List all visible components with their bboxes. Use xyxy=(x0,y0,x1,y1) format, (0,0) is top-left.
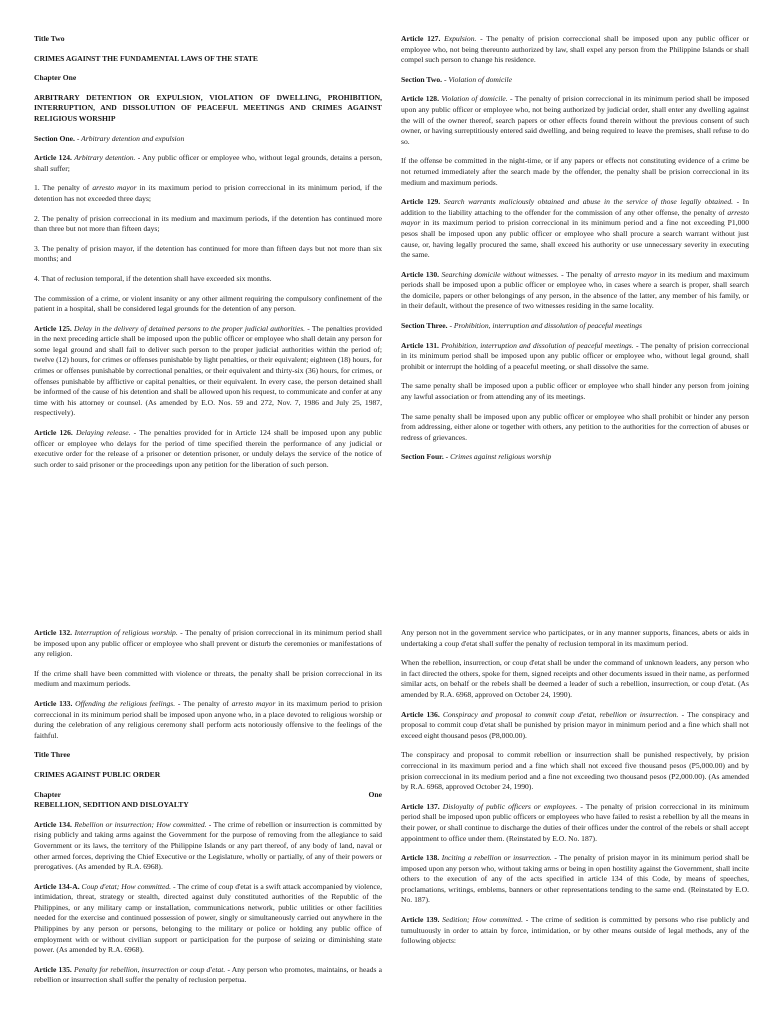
chapter-one-heading: ARBITRARY DETENTION OR EXPULSION, VIOLATION OF DWELLING, PROHIBITION, INTERRUPTION, AND DISSOLUTION OF PEACEFUL MEETINGS AND CRIMES AGAINST RELIGIOUS WORSHIP xyxy=(34,92,382,123)
article-129: Article 129. Search warrants maliciously obtained and abuse in the service of those legally obtained. - In addition to the liability attaching to the offender for the commission of any other offense, the penalty of arresto mayor in its maximum period to prision correccional in its minimum period and a fine not exceeding P1,000 pesos shall be imposed upon any public officer or employee who shall procure a search warrant without just cause, or, having legally procured the same, shall exceed his authority or use unnecessary severity in executing the same. xyxy=(401,197,749,260)
article-124: Article 124. Arbitrary detention. - Any public officer or employee who, without legal grounds, detains a person, shall suffer; xyxy=(34,153,382,173)
article-132: Article 132. Interruption of religious worship. - The penalty of prision correccional in its minimum period shall be imposed upon any public officer or employee who shall prevent or disturb the ceremonies or manifestations of any religion. xyxy=(34,628,382,659)
chapter-one-label: Chapter One xyxy=(34,73,77,83)
article-128: Article 128. Violation of domicile. - The penalty of prision correccional in its minimum period shall be imposed upon any public officer or employee who, not being authorized by judicial order, shall enter any dwelling against the will of the owner thereof, search papers or other effects found therein without the previous consent of such owner, or having surreptitiously entered said dwelling, and being required to leave the premises, shall refuse to do so. xyxy=(401,94,749,146)
section-three-heading: Section Three. - Prohibition, interruption and dissolution of peaceful meetings xyxy=(401,321,642,331)
chapter-heading: REBELLION, SEDITION AND DISLOYALTY xyxy=(34,800,189,810)
chapter-number: One xyxy=(368,789,382,799)
title-three-label: Title Three xyxy=(34,750,71,760)
article-131-paragraph-3: The same penalty shall be imposed upon any public officer or employee who shall prohibit or hinder any person from addressing, either alone or together with others, any petition to the authorities for the correction of abuses or redress of grievances. xyxy=(401,411,749,442)
article-136: Article 136. Conspiracy and proposal to commit coup d'etat, rebellion or insurrection. - The conspiracy and proposal to commit coup d'etat shall be punished by prision mayor in minimum period and a fine which shall not exceed eight thousand pesos (P8,000.00). xyxy=(401,709,749,740)
coup-participant-paragraph: Any person not in the government service who participates, or in any manner supports, finances, abets or aids in undertaking a coup d'etat shall suffer the penalty of reclusion temporal in its maximum period. xyxy=(401,628,749,648)
chapter-label: Chapter xyxy=(34,789,61,799)
article-136-paragraph: The conspiracy and proposal to commit rebellion or insurrection shall be punished respectively, by prision correccional in its maximum period and a fine which shall not exceed five thousand pesos (P5,000.00) and by prision correccional in its medium period and a fine not exceeding two thousand pesos (P2,000.00). (As amended by R.A. 6968, approved October 24, 1990). xyxy=(401,750,749,792)
article-132-paragraph: If the crime shall have been committed with violence or threats, the penalty shall be prision correccional in its medium and maximum periods. xyxy=(34,668,382,689)
article-124-paragraph: The commission of a crime, or violent insanity or any other ailment requiring the compulsory confinement of the patient in a hospital, shall be considered legal grounds for the detention of any person. xyxy=(34,293,382,314)
section-one-heading: Section One. - Arbitrary detention and expulsion xyxy=(34,133,185,143)
article-135: Article 135. Penalty for rebellion, insurrection or coup d'etat. - Any person who promotes, maintains, or heads a rebellion or insurrection shall suffer the penalty of reclusion perpetua. xyxy=(34,964,382,985)
top-left-column xyxy=(34,34,382,509)
article-134: Article 134. Rebellion or insurrection; How committed. - The crime of rebellion or insurrection is committed by rising publicly and taking arms against the Government for the purpose of removing from the allegiance to said Government or its laws, the territory of the Philippine Islands or any part thereof, of any body of land, naval or other armed forces, depriving the Chief Executive or the Legislature, wholly or partially, of any of their powers or prerogatives. (As amended by R.A. 6968). xyxy=(34,819,382,872)
section-four-heading: Section Four. - Crimes against religious worship xyxy=(401,452,552,462)
top-right-column xyxy=(401,34,749,509)
document-page-bottom xyxy=(0,512,768,1024)
article-134-a: Article 134-A. Coup d'etat; How committed. - The crime of coup d'etat is a swift attack accompanied by violence, intimidation, threat, strategy or stealth, directed against duly constituted authorities of the Republic of the Philippines, or any military camp or installation, communications network, public utilities or other facilities needed for the exercise and continued possession of power, singly or simultaneously carried out anywhere in the Philippines by any person or persons, belonging to the military or police or holding any public office of employment with or without civilian support or participation for the purpose of seizing or diminishing state power. (As amended by R.A. 6968). xyxy=(34,881,382,955)
article-124-item-4: 4. That of reclusion temporal, if the detention shall have exceeded six months. xyxy=(34,273,272,283)
article-124-item-3: 3. The penalty of prision mayor, if the detention has continued for more than fifteen days but not more than six months; and xyxy=(34,243,382,264)
article-130: Article 130. Searching domicile without witnesses. - The penalty of arresto mayor in its medium and maximum periods shall be imposed upon a public officer or employee who, in cases where a search is proper, shall search the domicile, papers or other belongings of any person, in the absence of the latter, any member of his family, or in their default, without the presence of two witnesses residing in the same locality. xyxy=(401,269,749,311)
article-138: Article 138. Inciting a rebellion or insurrection. - The penalty of prision mayor in its minimum period shall be imposed upon any person who, without taking arms or being in open hostility against the Government, shall incite others to the execution of any of the acts specified in article 134 of this Code, by means of speeches, proclamations, writings, emblems, banners or other representations tending to the same end. (Reinstated by E.O. No. 187). xyxy=(401,853,749,905)
article-133: Article 133. Offending the religious feelings. - The penalty of arresto mayor in its maximum period to prision correccional in its minimum period shall be imposed upon anyone who, in a place devoted to religious worship or during the celebration of any religious ceremony shall perform acts notoriously offensive to the feelings of the faithful. xyxy=(34,698,382,740)
unknown-leaders-paragraph: When the rebellion, insurrection, or coup d'etat shall be under the command of unknown leaders, any person who in fact directed the others, spoke for them, signed receipts and other documents issued in their name, as performed similar acts, on behalf or the rebels shall be deemed a leader of such a rebellion, insurrection, or coup d'etat. (As amended by R.A. 6968, approved on October 24, 1990). xyxy=(401,658,749,699)
article-139: Article 139. Sedition; How committed. - The crime of sedition is committed by persons who rise publicly and tumultuously in order to attain by force, intimidation, or by other means outside of legal methods, any of the following objects: xyxy=(401,915,749,946)
article-126: Article 126. Delaying release. - The penalties provided for in Article 124 shall be imposed upon any public officer or employee who delays for the period of time specified therein the performance of any judicial or executive order for the release of a prisoner or detention prisoner, or unduly delays the service of the notice of such order to said prisoner or the proceedings upon any petition for the liberation of such person. xyxy=(34,428,382,469)
article-124-item-2: 2. The penalty of prision correccional in its medium and maximum periods, if the detention has continued more than three but not more than fifteen days; xyxy=(34,213,382,234)
article-137: Article 137. Disloyalty of public officers or employees. - The penalty of prision correccional in its minimum period shall be imposed upon public officers or employees who have failed to resist a rebellion by all the means in their power, or shall continue to discharge the duties of their offices under the control of the rebels or shall accept appointment to office under them. (Reinstated by E.O. No. 187). xyxy=(401,801,749,843)
title-two-label: Title Two xyxy=(34,34,65,43)
article-131-paragraph-2: The same penalty shall be imposed upon a public officer or employee who shall hinder any person from joining any lawful association or from attending any of its meetings. xyxy=(401,381,749,402)
section-two-heading: Section Two. - Violation of domicile xyxy=(401,74,512,84)
article-124-item-1: 1. The penalty of arresto mayor in its maximum period to prision correccional in its minimum period, if the detention has not exceeded three days; xyxy=(34,183,382,203)
bottom-left-column xyxy=(34,628,382,1024)
title-two-heading: CRIMES AGAINST THE FUNDAMENTAL LAWS OF THE STATE xyxy=(34,53,258,63)
article-131: Article 131. Prohibition, interruption and dissolution of peaceful meetings. - The penalty of prision correccional in its minimum period shall be imposed upon any public officer or employee who, without legal ground, shall prohibit or interrupt the holding of a peaceful meeting, or shall dissolve the same. xyxy=(401,340,749,371)
bottom-right-column xyxy=(401,628,749,1024)
article-127: Article 127. Expulsion. - The penalty of prision correccional shall be imposed upon any public officer or employee who, not being thereunto authorized by law, shall expel any person from the Philippine Islands or shall compel such person to change his residence. xyxy=(401,34,749,65)
article-125: Article 125. Delay in the delivery of detained persons to the proper judicial authorities. - The penalties provided in the next preceding article shall be imposed upon the public officer or employee who shall detain any person for some legal ground and shall fail to deliver such person to the proper judicial authorities within the period of; twelve (12) hours, for crimes or offenses punishable by light penalties, or their equivalent; eighteen (18) hours, for crimes or offenses punishable by correctional penalties, or their equivalent and thirty-six (36) hours, for crimes, or offenses punishable by afflictive or capital penalties, or their equivalent. In every case, the person detained shall be informed of the cause of his detention and shall be allowed upon his request, to communicate and confer at any time with his attorney or counsel. (As amended by E.O. Nos. 59 and 272, Nov. 7, 1986 and July 25, 1987, respectively). xyxy=(34,323,382,418)
title-three-heading: CRIMES AGAINST PUBLIC ORDER xyxy=(34,769,161,779)
article-128-paragraph: If the offense be committed in the night-time, or if any papers or effects not constituting evidence of a crime be not returned immediately after the search made by the offender, the penalty shall be prision correccional in its medium and maximum periods. xyxy=(401,156,749,187)
chapter-one-heading-row xyxy=(34,790,382,801)
